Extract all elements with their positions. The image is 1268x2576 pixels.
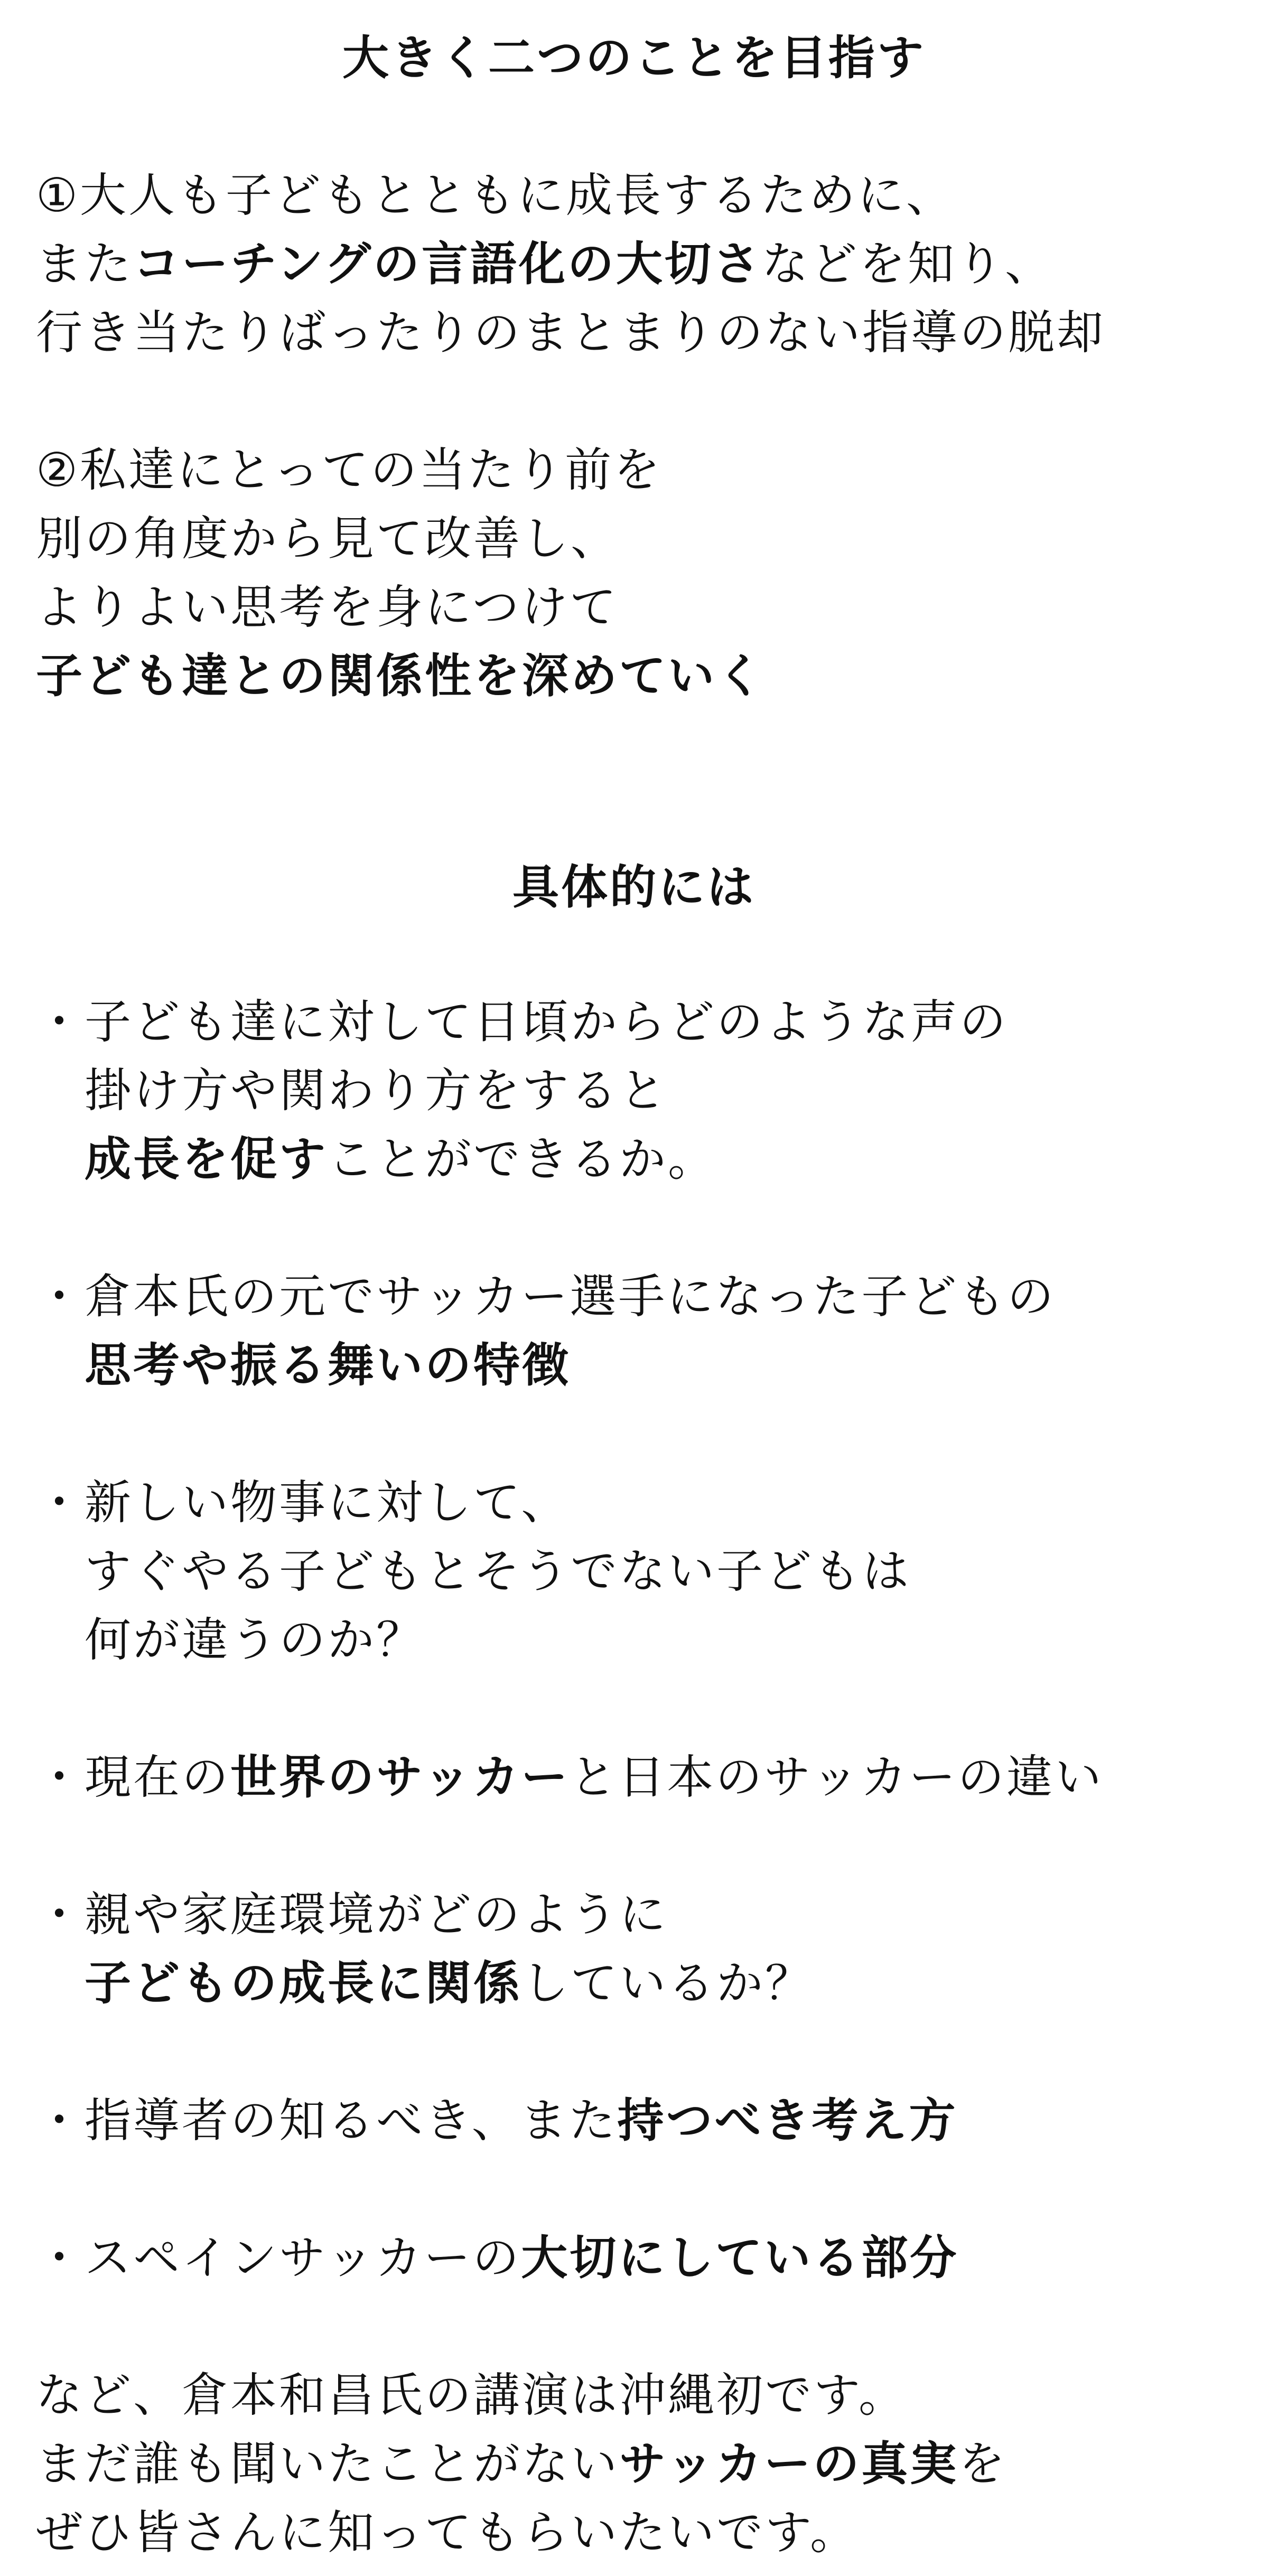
closing-line1: など、倉本和昌氏の講演は沖縄初です。: [36, 2368, 907, 2422]
goal2-line1: ②私達にとっての当たり前を: [36, 443, 663, 497]
goal1-line2-pre: また: [36, 237, 134, 291]
item1-line3: [85, 1128, 716, 1191]
item2-line2: 思考や振る舞いの特徴: [85, 1338, 571, 1392]
item1-line3-post: ことができるか。: [328, 1132, 717, 1186]
closing-line2-bold: サッカーの真実: [619, 2437, 959, 2491]
item3-line2: すぐやる子どもとそうでない子どもは: [85, 1544, 911, 1598]
page-title: 大きく二つのことを目指す: [342, 31, 926, 85]
item3-line3: 何が違うのか？: [85, 1613, 425, 1667]
goal2-line4: 子ども達との関係性を深めていく: [36, 649, 766, 703]
item7-line: [36, 2226, 958, 2290]
closing-line2-pre: まだ誰も聞いたことがない: [36, 2437, 620, 2491]
item6-bold: 持つべき考え方: [617, 2093, 958, 2148]
closing-line2-post: を: [958, 2437, 1008, 2491]
item7-bold: 大切にしている部分: [521, 2231, 959, 2285]
goal1-line2-post: などを知り、: [761, 237, 1053, 291]
item3-line1: ・新しい物事に対して、: [36, 1475, 570, 1530]
closing-line2: [36, 2432, 1007, 2496]
item1-line2: 掛け方や関わり方をすると: [85, 1063, 668, 1118]
item4-bold: 世界のサッカー: [230, 1750, 570, 1804]
item5-line2-bold: 子どもの成長に関係: [85, 1956, 523, 2010]
goal1-line2-bold: コーチングの言語化の大切さ: [133, 237, 762, 291]
goal1-line3: 行き当たりばったりのまとまりのない指導の脱却: [36, 305, 1106, 360]
item6-pre: ・指導者の知るべき、また: [36, 2093, 618, 2148]
goal2-line3: よりよい思考を身につけて: [36, 580, 619, 634]
item7-pre: ・スペインサッカーの: [36, 2231, 521, 2285]
goal1-line2: [36, 232, 1053, 296]
item5-line1: ・親や家庭環境がどのように: [36, 1887, 668, 1942]
item1-line1: ・子ども達に対して日頃からどのような声の: [36, 995, 1009, 1049]
item4-post: と日本のサッカーの違い: [570, 1750, 1104, 1804]
item5-line2: [85, 1952, 814, 2015]
item2-line1: ・倉本氏の元でサッカー選手になった子どもの: [36, 1269, 1056, 1324]
goal2-line2: 別の角度から見て改善し、: [36, 511, 620, 566]
closing-line3: ぜひ皆さんに知ってもらいたいです。: [36, 2505, 859, 2560]
section-subtitle: 具体的には: [512, 860, 756, 914]
item4-line: [36, 1746, 1104, 1809]
item1-line3-bold: 成長を促す: [85, 1132, 328, 1186]
item6-line: [36, 2089, 958, 2152]
goal1-line1: ①大人も子どもとともに成長するために、: [36, 168, 955, 222]
item5-line2-post: しているか？: [522, 1956, 814, 2010]
item4-pre: ・現在の: [36, 1750, 231, 1804]
